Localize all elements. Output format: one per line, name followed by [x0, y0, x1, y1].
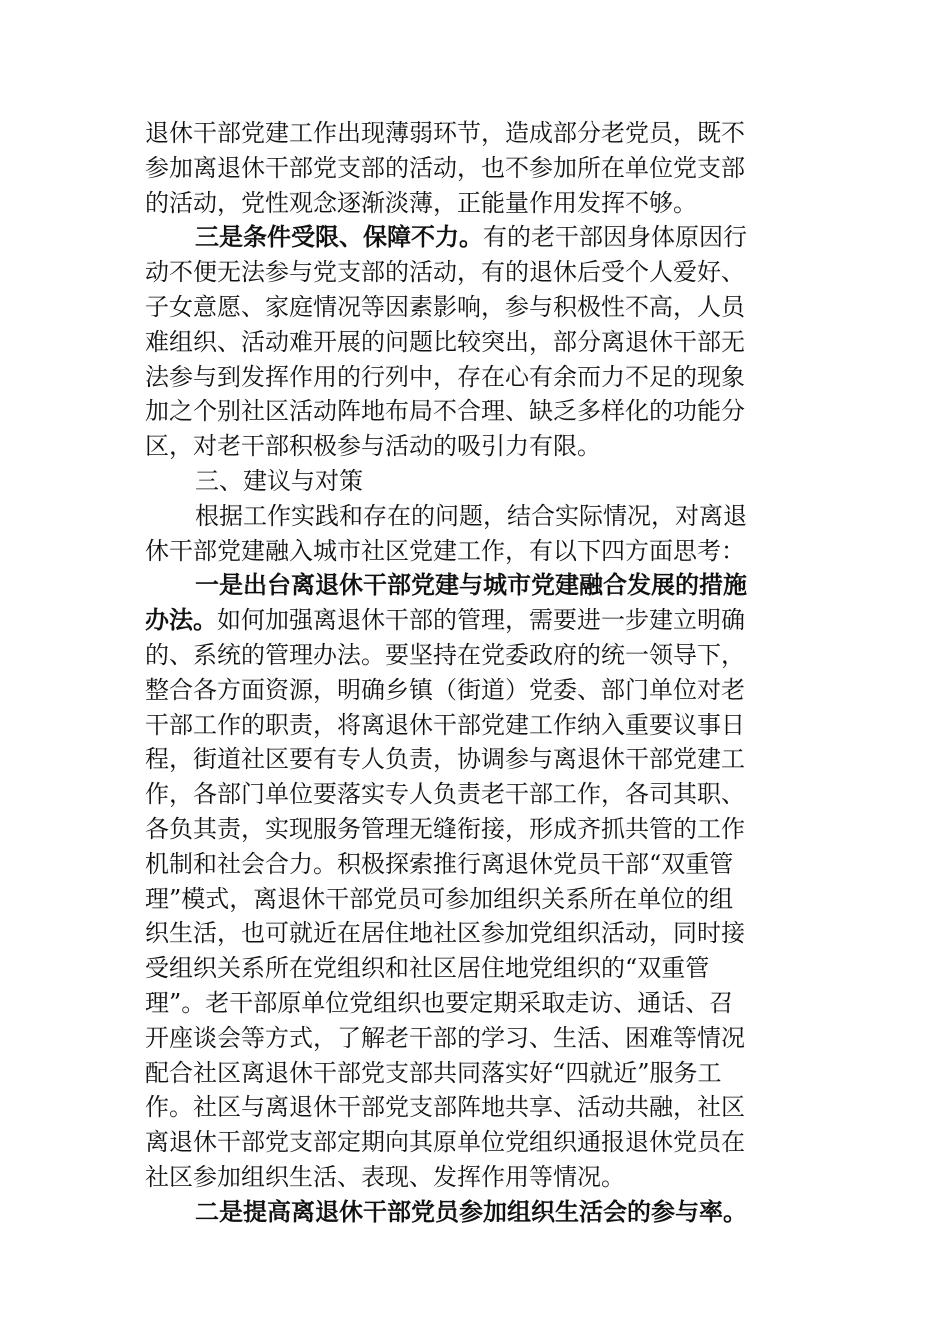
text-line — [145, 603, 810, 638]
text-line: 理”模式，离退休干部党员可参加组织关系所在单位的组 — [145, 884, 734, 913]
bold-lead: 一是出台离退休干部党建与城市党建融合发展的措施 — [195, 570, 747, 600]
text-line: 法参与到发挥作用的行列中，存在心有余而力不足的现象 — [145, 362, 745, 391]
section-heading: 三、建议与对策 — [195, 466, 363, 495]
bold-lead: 办法。 — [145, 605, 217, 635]
text-run: 有的老干部因身体原因行 — [483, 223, 747, 252]
text-line: 加之个别社区活动阵地布局不合理、缺乏多样化的功能分 — [145, 397, 745, 426]
text-line: 程，街道社区要有专人负责，协调参与离退休干部党建工 — [145, 745, 745, 774]
text-line: 干部工作的职责，将离退休干部党建工作纳入重要议事日 — [145, 710, 745, 739]
text-line: 根据工作实践和存在的问题，结合实际情况，对离退 — [195, 501, 747, 530]
text-line: 理”。老干部原单位党组织也要定期采取走访、通话、召 — [145, 988, 734, 1017]
bold-lead: 三是条件受限、保障不力。 — [195, 222, 483, 252]
text-line: 机制和社会合力。积极探索推行离退休党员干部“双重管 — [145, 849, 734, 878]
text-line: 的活动，党性观念逐渐淡薄，正能量作用发挥不够。 — [145, 188, 697, 217]
text-run: 如何加强离退休干部的管理，需要进一步建立明确 — [217, 606, 745, 635]
paragraph-three-conditions — [145, 220, 810, 255]
text-line: 休干部党建融入城市社区党建工作，有以下四方面思考： — [145, 536, 745, 565]
text-line: 社区参加组织生活、表现、发挥作用等情况。 — [145, 1162, 625, 1191]
text-line: 受组织关系所在党组织和社区居住地党组织的“双重管 — [145, 954, 710, 983]
text-line: 离退休干部党支部定期向其原单位党组织通报退休党员在 — [145, 1128, 745, 1157]
text-line: 各负其责，实现服务管理无缝衔接，形成齐抓共管的工作 — [145, 814, 745, 843]
text-line: 参加离退休干部党支部的活动，也不参加所在单位党支部 — [145, 153, 745, 182]
text-line: 动不便无法参与党支部的活动，有的退休后受个人爱好、 — [145, 258, 745, 287]
text-line: 的、系统的管理办法。要坚持在党委政府的统一领导下， — [145, 640, 745, 669]
text-line: 作，各部门单位要落实专人负责老干部工作，各司其职、 — [145, 780, 745, 809]
paragraph-two-participation — [145, 1195, 810, 1230]
text-line: 整合各方面资源，明确乡镇（街道）党委、部门单位对老 — [145, 675, 745, 704]
text-line: 子女意愿、家庭情况等因素影响，参与积极性不高，人员 — [145, 292, 745, 321]
document-page — [145, 116, 810, 1230]
text-line: 作。社区与离退休干部党支部阵地共享、活动共融，社区 — [145, 1093, 745, 1122]
text-line: 配合社区离退休干部党支部共同落实好“四就近”服务工 — [145, 1058, 722, 1087]
text-line: 织生活，也可就近在居住地社区参加党组织活动，同时接 — [145, 919, 745, 948]
text-line: 区，对老干部积极参与活动的吸引力有限。 — [145, 432, 601, 461]
text-line: 退休干部党建工作出现薄弱环节，造成部分老党员，既不 — [145, 119, 745, 147]
text-line: 难组织、活动难开展的问题比较突出，部分离退休干部无 — [145, 327, 745, 356]
text-line: 开座谈会等方式，了解老干部的学习、生活、困难等情况 — [145, 1023, 745, 1052]
bold-lead: 二是提高离退休干部党员参加组织生活会的参与率。 — [195, 1196, 747, 1226]
paragraph-one-measures — [145, 568, 810, 603]
